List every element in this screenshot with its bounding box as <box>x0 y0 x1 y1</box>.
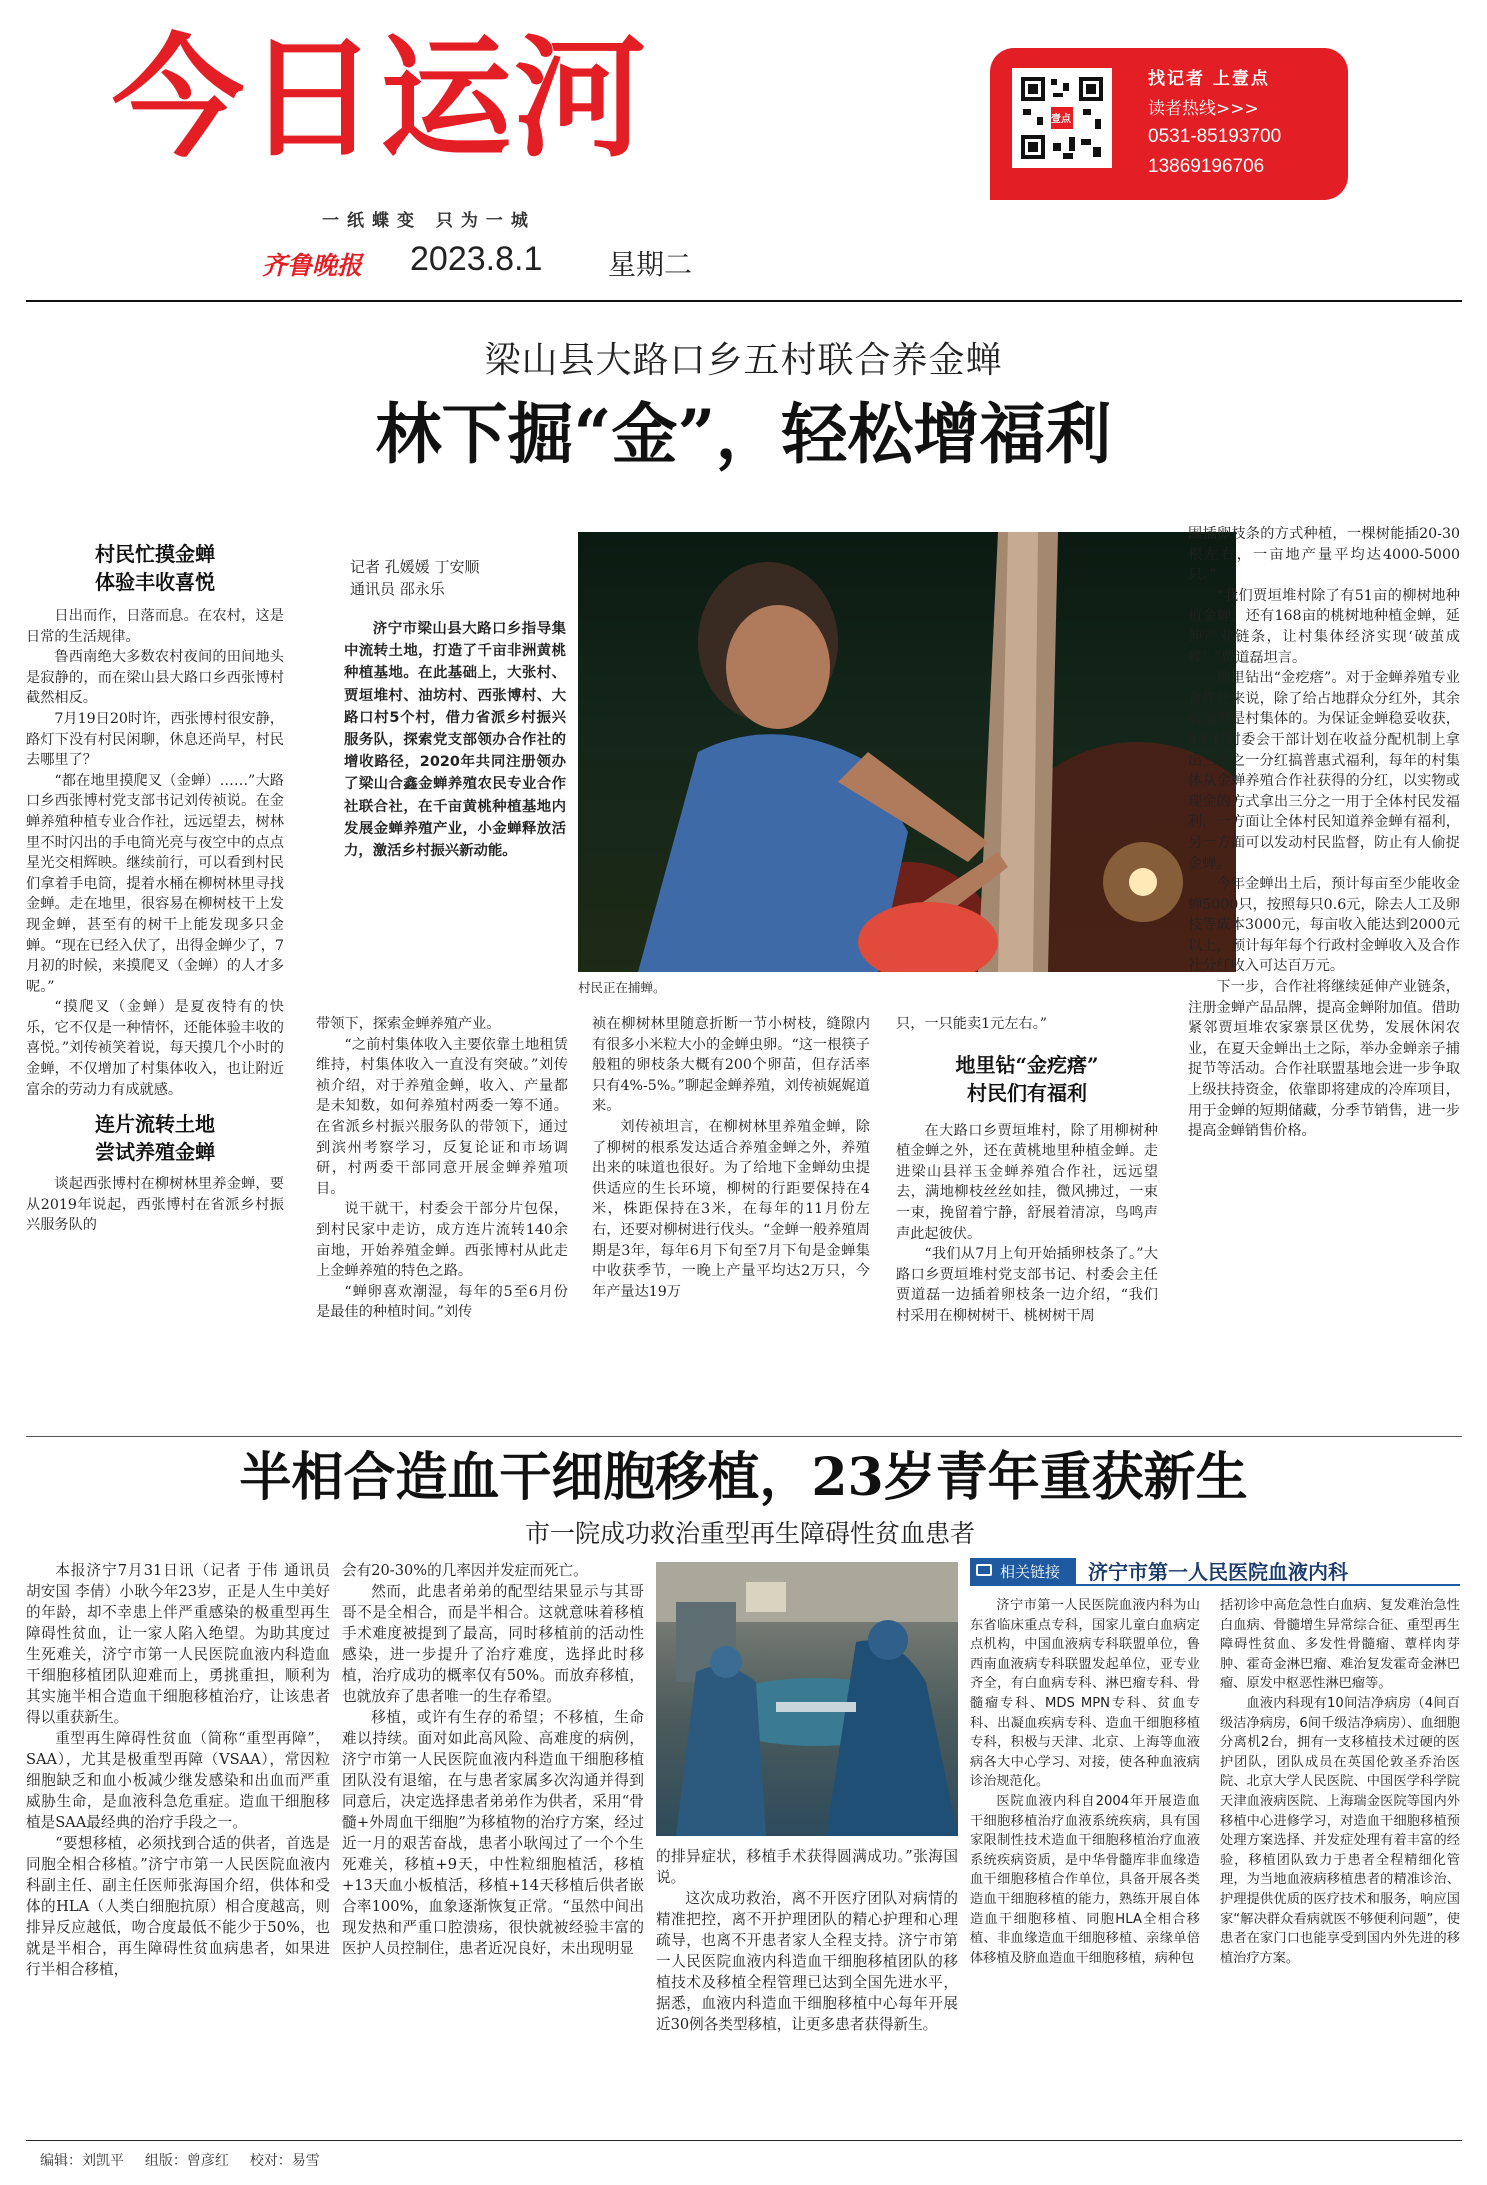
footer-layout: 组版：曾彦红 <box>144 2153 229 2169</box>
story1-paragraph: 下一步，合作社将继续延伸产业链条，注册金蝉产品品牌，提高金蝉附加值。借助紧邻贾垣堆农家寨景区优势，发展休闲农业，在夏天金蝉出土之际，举办金蝉亲子捕捉节等活动。合作社联盟基地会进一步争取上级扶持资金，依靠即将建成的冷库项目，用于金蝉的短期储藏，分季节销售，进一步提高金蝉销售价格。 <box>1188 979 1460 1140</box>
story1-paragraph: “我们贾垣堆村除了有51亩的柳树地种植金蝉，还有168亩的桃树地种植金蝉，延伸产业链条，让村集体经济实现‘破茧成蝶’。”贾道磊坦言。 <box>1188 587 1460 666</box>
story2-paragraph: “要想移植，必须找到合适的供者，首选是同胞全相合移植。”济宁市第一人民医院血液内科副主任、副主任医师张海国介绍，供体和受体的HLA（人类白细胞抗原）相合度越高，则排异反应越低，吻合度最低不能少于50%，也就是半相合，再生障碍性贫血病患者，如果进行半相合移植， <box>26 1835 330 1978</box>
story1-subhead-2: 连片流转土地 尝试养殖金蝉 <box>95 1112 215 1165</box>
related-link-paragraph: 血液内科现有10间洁净病房（4间百级洁净病房，6间千级洁净病房）、血细胞分离机2台，拥有一支移植技术过硬的医护团队，团队成员在英国伦敦圣乔治医院、北京大学人民医院、中国医学科学院天津血液病医院、上海瑞金医院等国内外移植中心进修学习，对造血干细胞移植预处理方案选择、并发症处理有着丰富的经验，移植团队致力于患者全程精细化管理，为当地血液病移植患者的精准诊治、护理提供优质的医疗技术和服务，响应国家“解决群众看病就医不够便利问题”，使患者在家门口也能享受到国内外先进的移植治疗方案。 <box>1220 1695 1460 1966</box>
contact-line1: 找记者 上壹点 <box>1148 69 1270 89</box>
story2-paragraph: 重型再生障碍性贫血（简称“重型再障”，SAA），尤其是极重型再障（VSAA），常因粒细胞缺乏和血小板减少继发感染和出血而严重威胁生命，是血液科急危重症。造血干细胞移植是SAA最经典的治疗手段之一。 <box>26 1730 330 1831</box>
story1-lead-text: 济宁市梁山县大路口乡指导集中流转土地，打造了千亩非洲黄桃种植基地。在此基础上，大张村、贾垣堆村、油坊村、西张博村、大路口村5个村，借力省派乡村振兴服务队，探索党支部领办合作社的增收路径，2020年共同注册领办了梁山合鑫金蝉养殖农民专业合作社联合社，在千亩黄桃种植基地内发展金蝉养殖产业，小金蝉释放活力，激活乡村振兴新动能。 <box>344 621 566 860</box>
story1-column-3 <box>592 1014 870 1428</box>
contact-line2: 读者热线>>> <box>1148 99 1259 119</box>
story1-subhead-1: 村民忙摸金蝉 体验丰收喜悦 <box>95 542 215 594</box>
story1-column-4 <box>896 1014 1158 1428</box>
story2-column-3 <box>656 1846 958 2126</box>
footer-rule <box>26 2140 1462 2141</box>
related-link-tag[interactable] <box>970 1558 1076 1584</box>
story2-column-1 <box>26 1560 330 2126</box>
qr-label: 壹点 <box>1051 114 1071 125</box>
link-icon <box>976 1564 992 1576</box>
story1-paragraph: 谈起西张博村在柳树林里养金蝉，要从2019年说起，西张博村在省派乡村振兴服务队的 <box>26 1176 284 1234</box>
story1-lead <box>344 618 566 998</box>
masthead-rule <box>26 300 1462 302</box>
story1-column-1 <box>26 540 284 1430</box>
related-link-label: 相关链接 <box>1000 1563 1061 1581</box>
cicada-hunt-photo <box>578 532 1236 972</box>
story1-paragraph: 今年金蝉出土后，预计每亩至少能收金蝉5000只，按照每只0.6元，除去人工及卵枝等成本3000元，每亩收入能达到2000元以上，预计每年每个行政村金蝉收入及合作社分红收入可达百万元。 <box>1188 876 1460 975</box>
story-divider <box>26 1436 1462 1437</box>
story1-paragraph: 围插卵枝条的方式种植，一棵树能插20-30根左右，一亩地产量平均达4000-5000只。” <box>1188 526 1460 584</box>
story2-column-2 <box>342 1560 644 2126</box>
masthead <box>0 0 1487 300</box>
story1-photo-caption: 村民正在捕蝉。 <box>578 980 666 995</box>
story2-paragraph: 本报济宁7月31日讯（记者 于伟 通讯员 胡安国 李倩）小耿今年23岁，正是人生中美好的年龄，却不幸患上伴严重感染的极重型再生障碍性贫血，让一家人陷入绝望。为助其度过生死难关，济宁市第一人民医院血液内科造血干细胞移植团队迎难而上，勇挑重担，顺利为其实施半相合造血干细胞移植治疗，让该患者得以重获新生。 <box>26 1562 330 1726</box>
issue-date: 2023.8.1 <box>410 240 543 278</box>
masthead-title: 今日运河 <box>112 22 648 176</box>
story1-subhead-3: 地里钻“金疙瘩” 村民们有福利 <box>955 1052 1099 1105</box>
story1-kicker: 梁山县大路口乡五村联合养金蝉 <box>484 340 1003 381</box>
story1-paragraph: “摸爬叉（金蝉）是夏夜特有的快乐，它不仅是一种情怀，还能体验丰收的喜悦。”刘传祯笑着说，每天摸几个小时的金蝉，不仅增加了村集体收入，也让附近富余的劳动力有成就感。 <box>26 999 284 1098</box>
qr-code[interactable] <box>1012 68 1112 168</box>
story1-paragraph: 刘传祯坦言，在柳树林里养殖金蝉，除了柳树的根系发达适合养殖金蝉之外，养殖出来的味道也很好。为了给地下金蝉幼虫提供适应的生长环境，柳树的行距要保持在4米，株距保持在3米，在每年的11月份左右，还要对柳树进行伐头。“金蝉一般养殖周期是3年，每年6月下旬至7月下旬是金蝉集中收获季节，一晚上产量平均达2万只，今年产量达19万 <box>592 1118 870 1300</box>
story1-paragraph: 祯在柳树林里随意折断一节小树枝，缝隙内有很多小米粒大小的金蝉虫卵。“这一根筷子般粗的卵枝条大概有200个卵苗，但存活率只有4%-5%。”聊起金蝉养殖，刘传祯娓娓道来。 <box>592 1016 870 1115</box>
story1-photo <box>578 532 1236 972</box>
related-link-header <box>970 1556 1460 1586</box>
story2-paragraph: 这次成功救治，离不开医疗团队对病情的精准把控，离不开护理团队的精心护理和心理疏导，也离不开患者家人全程支持。济宁市第一人民医院血液内科造血干细胞移植团队的移植技术及移植全程管理已达到全国先进水平，据悉，血液内科造血干细胞移植中心每年开展近30例各类型移植，让更多患者获得新生。 <box>656 1890 958 2033</box>
hotline-phone1[interactable]: 0531-85193700 <box>1148 126 1282 147</box>
story1-column-5 <box>1188 524 1460 1428</box>
parent-paper-logo: 齐鲁晚报 <box>262 251 363 280</box>
story2-paragraph: 的排异症状，移植手术获得圆满成功。”张海国说。 <box>656 1848 958 1886</box>
story1-paragraph: 只，一只能卖1元左右。” <box>896 1016 1048 1032</box>
story1-paragraph: 说干就干，村委会干部分片包保，到村民家中走访，成方连片流转140余亩地，开始养殖金蝉。西张博村从此走上金蝉养殖的特色之路。 <box>316 1201 568 1280</box>
related-link-title: 济宁市第一人民医院血液内科 <box>1088 1560 1348 1584</box>
story1-paragraph: 7月19日20时许，西张博村很安静，路灯下没有村民闲聊，休息还尚早，村民去哪里了？ <box>26 710 284 769</box>
hotline-phone2[interactable]: 13869196706 <box>1148 156 1265 177</box>
story1-paragraph: “之前村集体收入主要依靠土地租赁维持，村集体收入一直没有突破。”刘传祯介绍，对于养殖金蝉，收入、产量都是未知数，如何养殖村两委一筹不通。在省派乡村振兴服务队的带领下，通过到滨州考察学习，反复论证和市场调研，村两委干部同意开展金蝉养殖项目。 <box>316 1036 568 1197</box>
footer-editor: 编辑：刘凯平 <box>40 2153 124 2169</box>
story1-byline-1: 记者 孔媛媛 丁安顺 <box>350 558 480 576</box>
footer-credits <box>40 2150 320 2170</box>
story2-headline: 半相合造血干细胞移植，23岁青年重获新生 <box>239 1447 1248 1508</box>
story2-paragraph: 会有20-30%的几率因并发症而死亡。 <box>342 1562 588 1579</box>
story1-paragraph: 在大路口乡贾垣堆村，除了用柳树种植金蝉之外，还在黄桃地里种植金蝉。走进梁山县祥玉金蝉养殖合作社，远远望去，满地柳枝丝丝如挂，微风拂过，一束一束，挽留着宁静，舒展着清凉，鸟鸣声声此起彼伏。 <box>896 1122 1158 1242</box>
related-link-paragraph: 济宁市第一人民医院血液内科为山东省临床重点专科，国家儿童白血病定点机构，中国血液病专科联盟单位，鲁西南血液病专科联盟发起单位，亚专业齐全，有白血病专科、淋巴瘤专科、骨髓瘤专科、MDS MPN专科、贫血专科、出凝血疾病专科、造血干细胞移植专科，积极与天津、北京、上海等血液病各大中心学习、对接，使各种血液病诊治规范化。 <box>970 1598 1200 1790</box>
story2-paragraph: 移植，或许有生存的希望；不移植，生命难以持续。面对如此高风险、高难度的病例，济宁市第一人民医院血液内科造血干细胞移植团队没有退缩，在与患者家属多次沟通并得到同意后，决定选择患者弟弟作为供者，采用“骨髓+外周血干细胞”为移植物的治疗方案，经过近一月的艰苦奋战，患者小耿闯过了一个个生死难关，移植+9天，中性粒细胞植活，移植+13天血小板植活，移植+14天移植后供者嵌合率100%，血象逐渐恢复正常。“虽然中间出现发热和严重口腔溃疡，很快就被经验丰富的医护人员控制住，患者近况良好，未出现明显 <box>342 1709 644 1957</box>
masthead-slogan: 一纸蝶变 只为一城 <box>322 211 536 231</box>
story2-subhead: 市一院成功救治重型再生障碍性贫血患者 <box>524 1519 975 1548</box>
story1-headline: 林下掘“金”，轻松增福利 <box>375 395 1112 473</box>
story1-paragraph: 日出而作，日落而息。在农村，这是日常的生活规律。 <box>26 608 284 645</box>
footer-proof: 校对：易雪 <box>249 2153 320 2169</box>
story2-photo <box>656 1562 958 1836</box>
related-link-column-2 <box>1220 1596 1460 2128</box>
story1-paragraph: 带领下，探索金蝉养殖产业。 <box>316 1016 501 1032</box>
story1-column-2 <box>316 1014 568 1428</box>
surgery-photo <box>656 1562 958 1836</box>
story1-byline-2: 通讯员 邵永乐 <box>350 580 445 598</box>
story1-paragraph: 鲁西南绝大多数农村夜间的田间地头是寂静的，而在梁山县大路口乡西张博村截然相反。 <box>26 649 284 707</box>
issue-weekday: 星期二 <box>608 248 693 281</box>
story1-paragraph: “我们从7月上旬开始插卵枝条了。”大路口乡贾垣堆村党支部书记、村委会主任贾道磊一边插着卵枝条一边介绍，“我们村采用在柳树树干、桃树树干周 <box>896 1246 1158 1324</box>
story1-paragraph: “蝉卵喜欢潮湿，每年的5至6月份是最佳的种植时间。”刘传 <box>316 1283 568 1321</box>
contact-box <box>990 48 1348 200</box>
related-link-box <box>970 1556 1460 2128</box>
story1-paragraph: 地里钻出“金疙瘩”。对于金蝉养殖专业合作社来说，除了给占地群众分红外，其余收益都是村集体的。为保证金蝉稳妥收获，5个村村委会干部计划在收益分配机制上拿出三分之一分红搞普惠式福利，每年的村集体从金蝉养殖合作社获得的分红，以实物或现金的方式拿出三分之一用于全体村民发福利，一方面让全体村民知道养金蝉有福利，另一方面可以发动村民监督，防止有人偷捉金蝉。 <box>1188 670 1460 872</box>
story2-paragraph: 然而，此患者弟弟的配型结果显示与其哥哥不是全相合，而是半相合。这就意味着移植手术难度被提到了最高，同时移植前的活动性感染，进一步提升了治疗难度，选择此时移植，治疗成功的概率仅有50%。而放弃移植，也就放弃了患者唯一的生存希望。 <box>342 1583 644 1705</box>
story1-paragraph: “都在地里摸爬叉（金蝉）……”大路口乡西张博村党支部书记刘传祯说。在金蝉养殖种植专业合作社，远远望去，树林里不时闪出的手电筒光亮与夜空中的点点星光交相辉映。继续前行，可以看到村民们拿着手电筒，提着水桶在柳树林里寻找金蝉。走在地里，很容易在柳树枝干上发现金蝉，甚至有的树干上能发现多只金蝉。“现在已经入伏了，出得金蝉少了，7月初的时候，来摸爬叉（金蝉）的人才多呢。” <box>26 772 284 995</box>
related-link-column-1 <box>970 1596 1200 2128</box>
related-link-paragraph: 医院血液内科自2004年开展造血干细胞移植治疗血液系统疾病，具有国家限制性技术造血干细胞移植治疗血液系统疾病资质，是中华骨髓库非血缘造血干细胞移植合作单位，具备开展各类造血干细胞移植的能力，熟练开展自体造血干细胞移植、同胞HLA全相合移植、非血缘造血干细胞移植、亲缘单倍体移植及脐血造血干细胞移植，病种包 <box>970 1793 1200 1966</box>
related-link-paragraph: 括初诊中高危急性白血病、复发难治急性白血病、骨髓增生异常综合征、重型再生障碍性贫血、多发性骨髓瘤、蕈样肉芽肿、霍奇金淋巴瘤、难治复发霍奇金淋巴瘤、原发中枢恶性淋巴瘤等。 <box>1220 1598 1460 1692</box>
